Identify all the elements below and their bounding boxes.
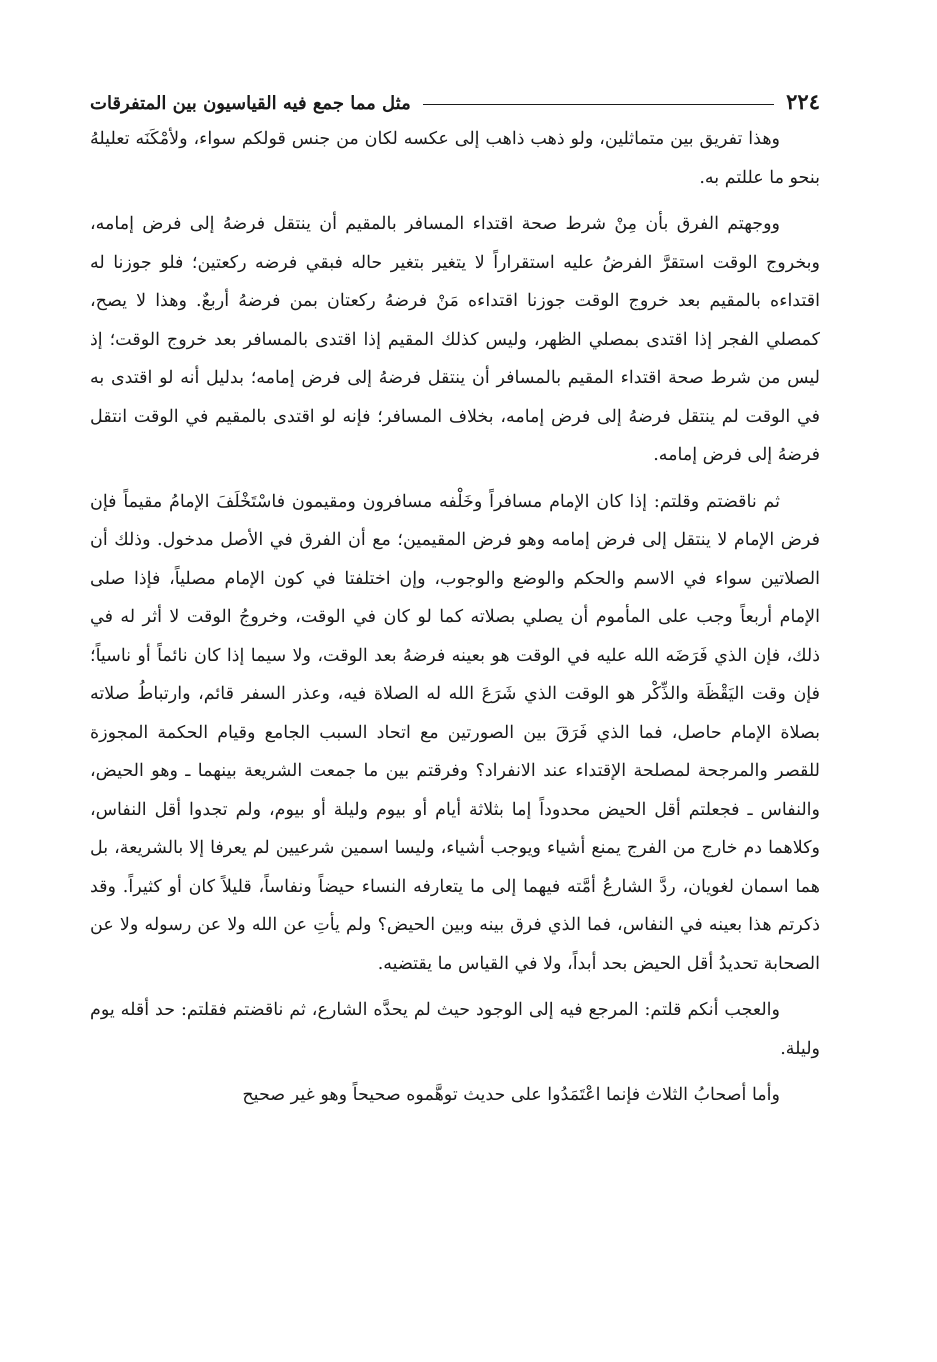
paragraph: ووجهتم الفرق بأن مِنْ شرط صحة اقتداء المسافر بالمقيم أن ينتقل فرضهُ إلى فرض إمامه، وبخروج الوقت استقرَّ الفرضُ عليه استقراراً لا يتغير بتغير حاله فبقي فرضه ركعتين؛ فلو جوزنا له اقتداءه بالمقيم بعد خروج الوقت جوزنا اقتداءه مَنْ فرضهُ ركعتان بمن فرضهُ أربعٌ. وهذا لا يصح، كمصلي الفجر إذا اقتدى بمصلي الظهر، وليس كذلك المقيم إذا اقتدى بالمسافر بعد خروج الوقت؛ إذ ليس من شرط صحة اقتداء المقيم بالمسافر أن ينتقل فرضهُ إلى فرض إمامه؛ بدليل أنه لو اقتدى به في الوقت لم ينتقل فرضهُ إلى فرض إمامه، بخلاف المسافر؛ فإنه لو اقتدى بالمقيم في الوقت انتقل فرضهُ إلى فرض إمامه. — [90, 214, 820, 465]
running-title: مثل مما جمع فيه القياسيون بين المتفرقات — [90, 93, 411, 114]
book-page — [90, 78, 820, 1115]
page-number: ٢٢٤ — [786, 89, 820, 114]
paragraph: ثم ناقضتم وقلتم: إذا كان الإمام مسافراً وخَلْفه مسافرون ومقيمون فاسْتَخْلَفَ الإمامُ مقيماً فإن فرض الإمام لا ينتقل إلى فرض إمامه وهو فرض المقيمين؛ مع أن الفرق في الأصل مدخول. وذلك أن الصلاتين سواء في الاسم والحكم والوضع والوجوب، وإن اختلفتا في كون الإمام مصلياً، فإذا صلى الإمام أربعاً وجب على المأموم أن يصلي بصلاته كما لو كان في الوقت، وخروجُ الوقت لا أثر له في ذلك، فإن الذي فَرَضَه الله عليه في الوقت هو بعينه فرضهُ بعد الوقت، ولا سيما إذا كان نائماً أو ناسياً؛ فإن وقت اليَقْظَة والذِّكْر هو الوقت الذي شَرَعَ الله له الصلاة فيه، وعذر السفر قائم، وارتباطُ صلاته بصلاة الإمام حاصل، فما الذي فَرَقَ بين الصورتين مع اتحاد السبب الجامع وقيام الحكمة المجوزة للقصر والمرجحة لمصلحة الإقتداء عند الانفراد؟ وفرقتم بين ما جمعت الشريعة بينهما ـ وهو الحيض، والنفاس ـ فجعلتم أقل الحيض محدوداً إما بثلاثة أيام أو بيوم وليلة أو بيوم، ولم تجدوا أقل النفاس، وكلاهما دم خارج من الفرج يمنع أشياء ويوجب أشياء، وليسا اسمين شرعيين لم يعرفا إلا بالشريعة، بل هما اسمان لغويان، ردَّ الشارعُ أمَّته فيهما إلى ما يتعارفه النساء حيضاً ونفاساً، قليلاً كان أو كثيراً. وقد ذكرتم هذا بعينه في النفاس، فما الذي فرق بينه وبين الحيض؟ ولم يأتِ عن الله ولا عن رسوله ولا عن الصحابة تحديدُ أقل الحيض بحد أبداً، ولا في القياس ما يقتضيه. — [90, 491, 820, 974]
header-rule — [423, 104, 774, 105]
paragraph: والعجب أنكم قلتم: المرجع فيه إلى الوجود حيث لم يحدَّه الشارع، ثم ناقضتم فقلتم: حد أقله يوم وليلة. — [90, 1000, 820, 1059]
page-header — [90, 78, 820, 114]
paragraph: وهذا تفريق بين متماثلين، ولو ذهب ذاهب إلى عكسه لكان من جنس قولكم سواء، ولأمْكَنَه تعليلهُ بنحو ما عللتم به. — [90, 129, 820, 188]
paragraph: وأما أصحابُ الثلاث فإنما اعْتَمَدُوا على حديث توهَّموه صحيحاً وهو غير صحيح — [242, 1085, 780, 1105]
